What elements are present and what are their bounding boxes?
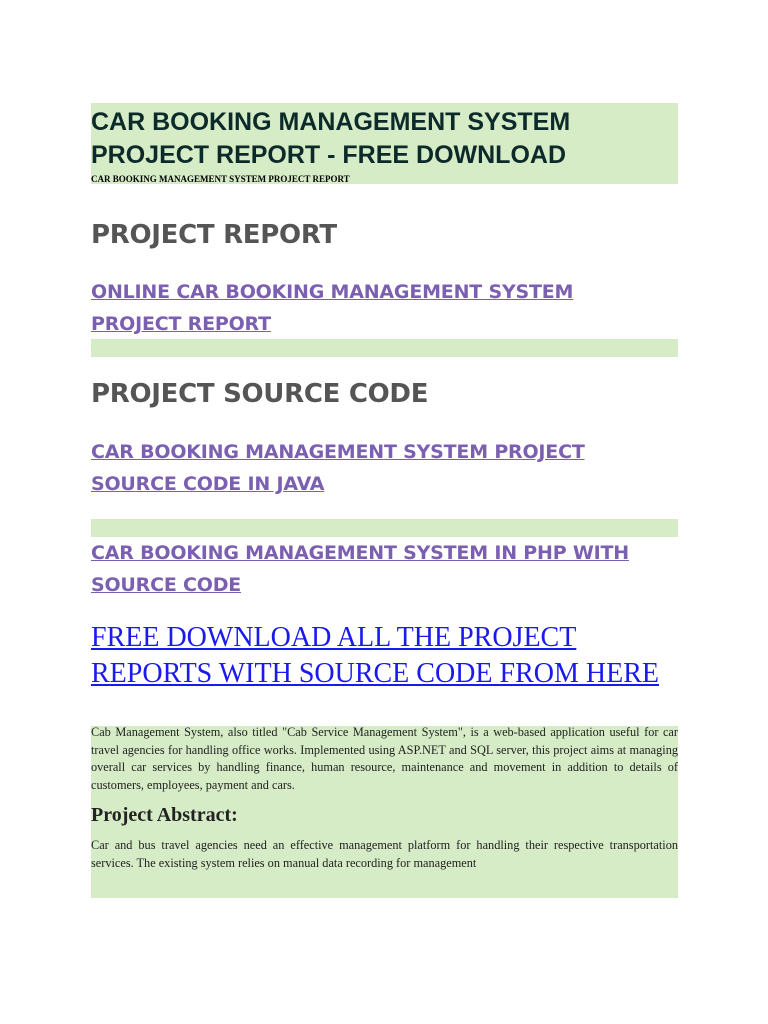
page-subtitle: CAR BOOKING MANAGEMENT SYSTEM PROJECT REPORT (91, 174, 350, 184)
highlight-bar (91, 519, 678, 537)
abstract-text: Car and bus travel agencies need an effective management platform for handling their respective transportation services. The existing system relies on manual data recording for management (91, 838, 678, 870)
intro-paragraph: Cab Management System, also titled "Cab Service Management System", is a web-based application useful for car travel agencies for handling office works. Implemented using ASP.NET and SQL server, this project aims at managing overall car services by handling finance, human resource, maintenance and movement in addition to details of customers, employees, payment and cars. (91, 725, 678, 792)
java-source-code-link[interactable]: CAR BOOKING MANAGEMENT SYSTEM PROJECT SOURCE CODE IN JAVA (91, 441, 585, 495)
php-source-code-link[interactable]: CAR BOOKING MANAGEMENT SYSTEM IN PHP WITH SOURCE CODE (91, 542, 629, 596)
page-title: CAR BOOKING MANAGEMENT SYSTEM PROJECT REPORT - FREE DOWNLOAD (91, 108, 571, 169)
free-download-link[interactable]: FREE DOWNLOAD ALL THE PROJECT REPORTS WITH SOURCE CODE FROM HERE (91, 622, 659, 689)
project-report-heading: PROJECT REPORT (91, 220, 337, 250)
project-report-link[interactable]: ONLINE CAR BOOKING MANAGEMENT SYSTEM PROJECT REPORT (91, 281, 574, 335)
highlight-bar (91, 339, 678, 357)
project-source-code-heading: PROJECT SOURCE CODE (91, 379, 429, 409)
abstract-heading: Project Abstract: (91, 804, 238, 826)
title-block (91, 103, 678, 184)
description-block (91, 726, 678, 898)
